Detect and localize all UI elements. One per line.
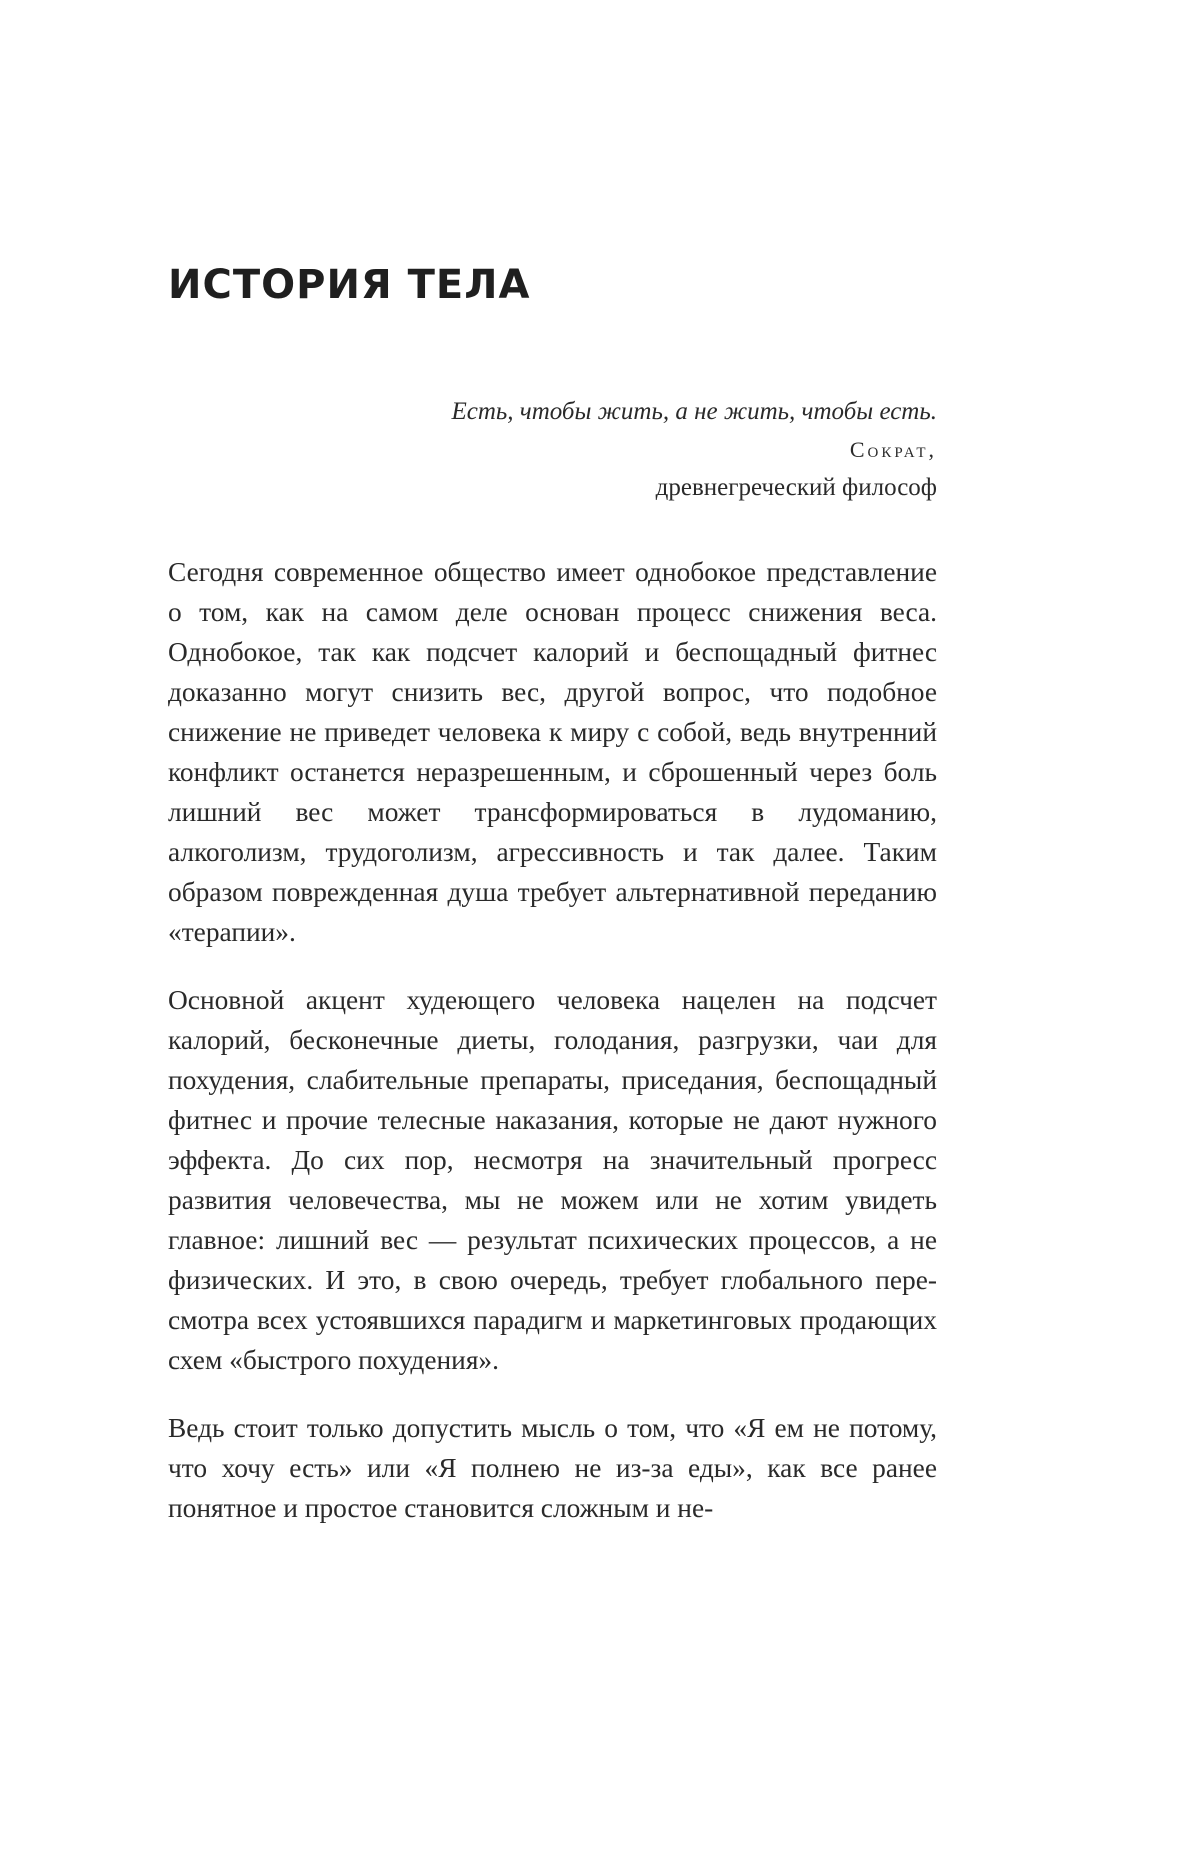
paragraph-2: Основной акцент худеющего человека нацелен на подсчет калорий, бесконечные диеты, голодания, разгрузки, чаи для похудения, слабительные препараты, приседания, беспощадный фитнес и прочие телесные наказания, которые не дают нужного эффекта. До сих пор, несмотря на значительный прогресс развития человечества, мы не можем или не хотим увидеть главное: лишний вес — результат психических процессов, а не физических. И это, в свою очередь, требует глобального пересмотра всех устоявшихся парадигм и маркетинговых продающих схем «быстрого похудения». [168, 985, 937, 1375]
epigraph-quote: Есть, чтобы жить, а не жить, чтобы есть. [451, 398, 937, 425]
body-text [168, 552, 937, 1528]
chapter-title: ИСТОРИЯ ТЕЛА [168, 262, 531, 308]
epigraph-author: Сократ, [849, 437, 937, 462]
paragraph-1: Сегодня современное общество имеет однобокое представление о том, как на самом деле основан процесс снижения веса. Однобокое, так как подсчет калорий и беспощадный фитнес доказанно могут снизить вес, другой вопрос, что подобное снижение не приведет человека к миру с собой, ведь внутренний конфликт останется неразрешенным, и сброшенный через боль лишний вес может трансформироваться в лудоманию, алкоголизм, трудоголизм, агрессивность и так далее. Таким образом поврежденная душа требует альтернативной переданию «терапии». [168, 557, 937, 947]
paragraph-3: Ведь стоит только допустить мысль о том, что «Я ем не потому, что хочу есть» или «Я полнею не из-за еды», как все ранее понятное и простое становится сложным и не- [168, 1413, 937, 1523]
epigraph [317, 393, 937, 506]
epigraph-author-role: древнегреческий философ [655, 474, 937, 501]
